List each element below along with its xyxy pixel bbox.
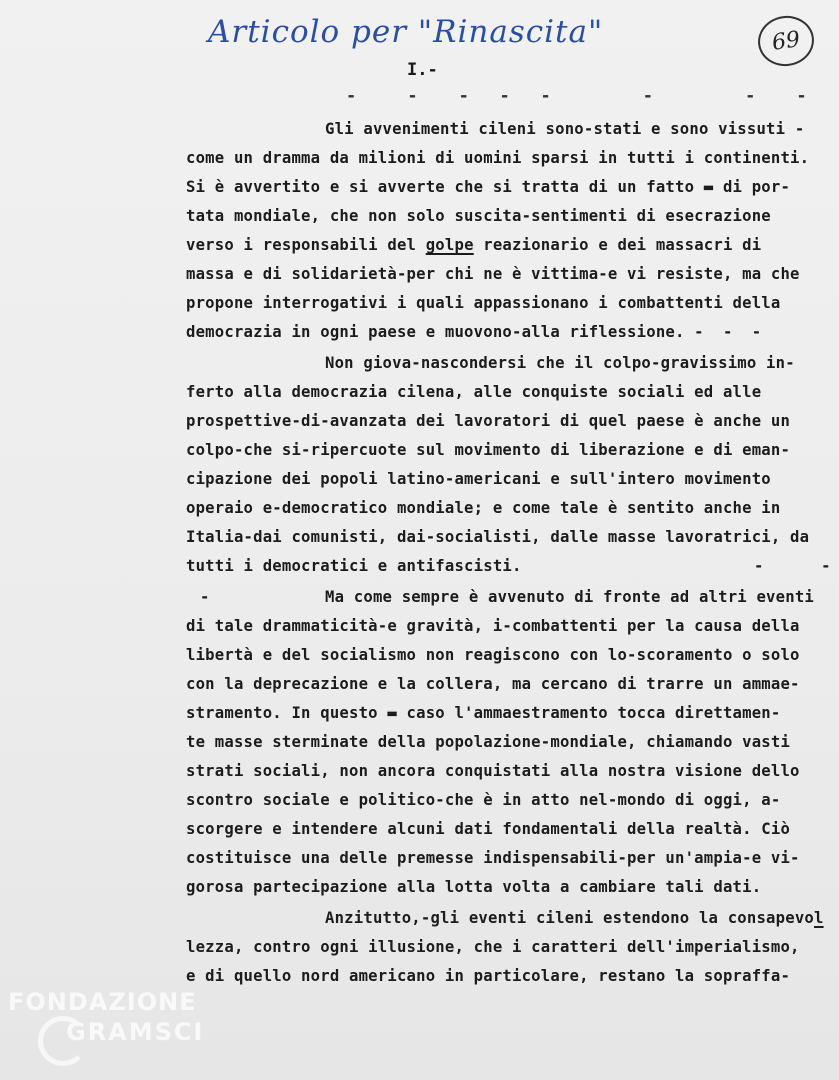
text-line: lezza, contro ogni illusione, che i caratteri dell'imperialismo, [186,938,800,956]
text-segment: reazionario e dei massacri di [473,236,762,254]
text-line: prospettive-di-avanzata dei lavoratori di quel paese è anche un [186,412,791,430]
fondazione-gramsci-watermark [8,990,204,1044]
text-line: massa e di solidarietà-per chi ne è vittima-e vi resiste, ma che [186,265,800,283]
text-line: gorosa partecipazione alla lotta volta a cambiare tali dati. [186,878,762,896]
underlined-letter: l [814,909,824,927]
section-dashes: - - - - - - - - [346,86,807,106]
watermark-line1: FONDAZIONE [8,988,197,1016]
text-line: e di quello nord americano in particolare, restano la sopraffa- [186,967,791,985]
text-line: operaio e-democratico mondiale; e come tale è sentito anche in [186,499,781,517]
text-line: scorgere e intendere alcuni dati fondamentali della realtà. Ciò [186,820,791,838]
text-line: cipazione dei popoli latino-americani e sull'intero movimento [186,470,771,488]
text-line: Non giova-nascondersi che il colpo-gravissimo in- [325,354,795,372]
text-line: costituisce una delle premesse indispensabili-per un'ampia-e vi- [186,849,800,867]
text-segment: Anzitutto,-gli eventi cileni estendono la consapevo [325,909,814,927]
text-line: stramento. In questo ▬ caso l'ammaestramento tocca direttamen- [186,704,781,722]
text-line: ferto alla democrazia cilena, alle conquiste sociali ed alle [186,383,762,401]
text-line: Italia-dai comunisti, dai-socialisti, dalle masse lavoratrici, da [186,528,810,546]
handwritten-title: Articolo per "Rinascita" [208,14,604,50]
text-line: scontro sociale e politico-che è in atto nel-mondo di oggi, a- [186,791,781,809]
text-line: propone interrogativi i quali appassionano i combattenti della [186,294,781,312]
text-line: con la deprecazione e la collera, ma cercano di trarre un ammae- [186,675,800,693]
text-segment: verso i responsabili del [186,236,426,254]
section-number: I.- [407,60,438,80]
text-line [325,911,824,927]
text-line [186,238,761,254]
watermark-line2: GRAMSCI [66,1018,205,1046]
text-line: libertà e del socialismo non reagiscono con lo-scoramento o solo [186,646,800,664]
text-line: Ma come sempre è avvenuto di fronte ad altri eventi [325,588,814,606]
underlined-word: golpe [425,236,474,254]
text-line: come un dramma da milioni di uomini sparsi in tutti i continenti. [186,149,810,167]
page-number: 69 [770,26,802,56]
page-number-circle [755,12,817,69]
text-line: Si è avvertito e si avverte che si tratta di un fatto ▬ di por- [186,178,791,196]
watermark-logo-icon [38,1016,88,1066]
text-line: colpo-che si-ripercuote sul movimento di liberazione e di eman- [186,441,791,459]
text-line: tata mondiale, che non solo suscita-sentimenti di esecrazione [186,207,771,225]
margin-dash: - [200,588,210,606]
text-line: democrazia in ogni paese e muovono-alla riflessione. - - - [186,323,762,341]
margin-dashes: - - [754,557,831,575]
text-line: strati sociali, non ancora conquistati alla nostra visione dello [186,762,800,780]
text-line: Gli avvenimenti cileni sono-stati e sono vissuti - [325,120,805,138]
text-line: di tale drammaticità-e gravità, i-combattenti per la causa della [186,617,800,635]
text-line: tutti i democratici e antifascisti. [186,557,522,575]
text-line: te masse sterminate della popolazione-mondiale, chiamando vasti [186,733,791,751]
